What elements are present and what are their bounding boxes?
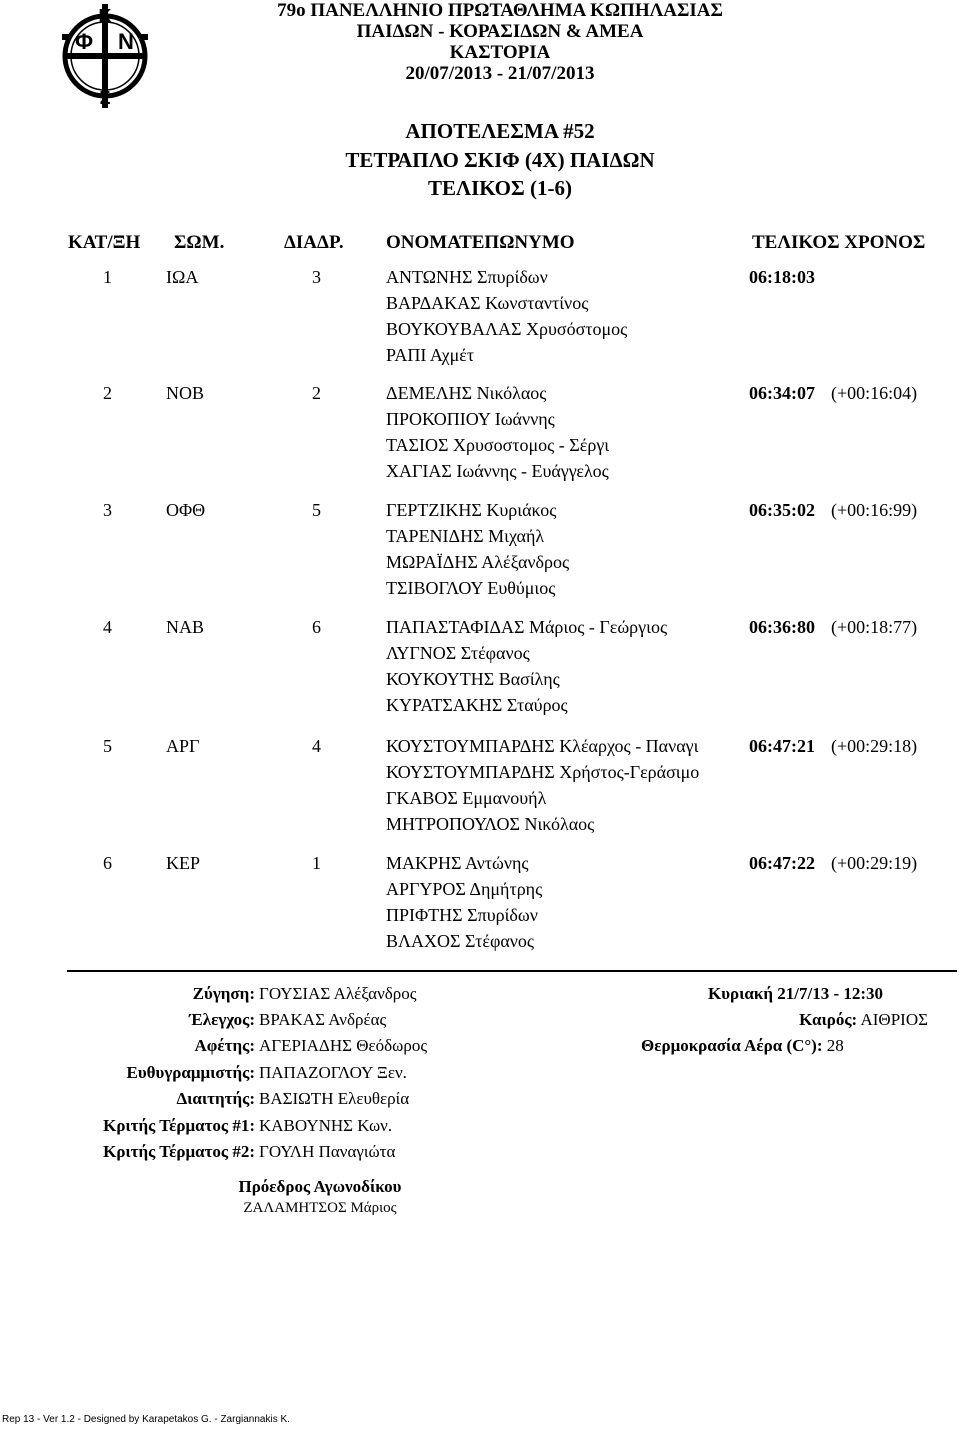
crew-names <box>386 733 726 837</box>
final-time: 06:35:02 <box>749 500 815 520</box>
temperature-label: Θερμοκρασία Αέρα (C°): <box>641 1036 823 1055</box>
crew-member: ΠΡΙΦΤΗΣ Σπυρίδων <box>386 905 538 925</box>
club-cell: ΟΦΘ <box>166 500 206 520</box>
final-time: 06:47:21 <box>749 736 815 756</box>
rank-cell: 5 <box>103 736 112 756</box>
table-row <box>0 614 960 730</box>
crew-member: ΑΝΤΩΝΗΣ Σπυρίδων <box>386 267 548 287</box>
club-cell: ΑΡΓ <box>166 736 200 756</box>
lane-cell: 4 <box>312 736 321 756</box>
lane-cell: 3 <box>312 267 321 287</box>
crew-names <box>386 614 667 718</box>
crew-member: ΔΕΜΕΛΗΣ Νικόλαος <box>386 383 547 403</box>
logo-letter-bottom: Σ <box>99 88 111 108</box>
crew-member: ΧΑΓΙΑΣ Ιωάννης - Ευάγγελος <box>386 461 609 481</box>
event-title: 79ο ΠΑΝΕΛΛΗΝΙΟ ΠΡΩΤΑΘΛΗΜΑ ΚΩΠΗΛΑΣΙΑΣ <box>277 0 723 21</box>
crew-member: ΒΟΥΚΟΥΒΑΛΑΣ Χρυσόστομος <box>386 319 628 339</box>
crew-member: ΒΑΡΔΑΚΑΣ Κωνσταντίνος <box>386 293 589 313</box>
official-name: ΚΑΒΟΥΝΗΣ Κων. <box>259 1116 393 1135</box>
rank-cell: 1 <box>103 267 112 287</box>
club-cell: ΚΕΡ <box>166 853 201 873</box>
club-cell: ΝΑΒ <box>166 617 205 637</box>
crew-member: ΓΕΡΤΖΙΚΗΣ Κυριάκος <box>386 500 557 520</box>
rank-cell: 4 <box>103 617 112 637</box>
final-time: 06:47:22 <box>749 853 815 873</box>
federation-logo <box>62 4 148 108</box>
section-divider <box>67 970 957 972</box>
race-phase: ΤΕΛΙΚΟΣ (1-6) <box>428 176 572 200</box>
rank-cell: 6 <box>103 853 112 873</box>
lane-cell: 1 <box>312 853 321 873</box>
crew-member: ΑΡΓΥΡΟΣ Δημήτρης <box>386 879 543 899</box>
crew-member: ΤΣΙΒΟΓΛΟΥ Ευθύμιος <box>386 578 556 598</box>
crew-member: ΚΟΥΣΤΟΥΜΠΑΡΔΗΣ Κλέαρχος - Παναγι <box>386 736 699 756</box>
crew-member: ΜΑΚΡΗΣ Αντώνης <box>386 853 529 873</box>
time-diff: (+00:29:19) <box>831 853 918 873</box>
temperature-value: 28 <box>826 1036 844 1055</box>
weather <box>799 1010 928 1030</box>
col-header-names: ΟΝΟΜΑΤΕΠΩΝΥΜΟ <box>386 232 575 253</box>
race-name: ΤΕΤΡΑΠΛΟ ΣΚΙΦ (4Χ) ΠΑΙΔΩΝ <box>345 148 655 172</box>
president-label: Πρόεδρος Αγωνοδίκου <box>238 1177 402 1196</box>
lane-cell: 6 <box>312 617 321 637</box>
crew-member: ΛΥΓΝΟΣ Στέφανος <box>386 643 530 663</box>
table-row <box>0 850 960 966</box>
official-label: Έλεγχος: <box>189 1010 255 1029</box>
col-header-rank: ΚΑΤ/ΞΗ <box>68 232 141 253</box>
final-time: 06:34:07 <box>749 383 815 403</box>
crew-member: ΠΑΠΑΣΤΑΦΙΔΑΣ Μάριος - Γεώργιος <box>386 617 668 637</box>
crew-names <box>386 264 627 368</box>
president-name: ΖΑΛΑΜΗΤΣΟΣ Μάριος <box>243 1200 397 1216</box>
official-label: Διαιτητής: <box>176 1089 255 1108</box>
col-header-club: ΣΩΜ. <box>174 232 225 253</box>
crew-member: ΜΗΤΡΟΠΟΥΛΟΣ Νικόλαος <box>386 814 595 834</box>
official-name: ΓΟΥΛΗ Παναγιώτα <box>259 1142 396 1161</box>
result-number: ΑΠΟΤΕΛΕΣΜΑ #52 <box>405 119 595 143</box>
col-header-lane: ΔΙΑΔΡ. <box>284 232 344 253</box>
lane-cell: 5 <box>312 500 321 520</box>
crew-names <box>386 497 569 601</box>
crew-member: ΡΑΠΙ Αχμέτ <box>386 345 475 365</box>
crew-member: ΤΑΣΙΟΣ Χρυσοστομος - Σέργι <box>386 435 610 455</box>
time-diff: (+00:16:04) <box>831 383 918 403</box>
rank-cell: 2 <box>103 383 112 403</box>
official-name: ΓΟΥΣΙΑΣ Αλέξανδρος <box>259 984 417 1003</box>
logo-letter-left: Φ <box>74 29 94 54</box>
club-cell: ΝΟΒ <box>166 383 205 403</box>
race-datetime: Κυριακή 21/7/13 - 12:30 <box>708 984 884 1003</box>
official-label: Κριτής Τέρματος #1: <box>103 1116 255 1135</box>
crew-member: ΓΚΑΒΟΣ Εμμανουήλ <box>386 788 547 808</box>
col-header-time: ΤΕΛΙΚΟΣ ΧΡΟΝΟΣ <box>752 232 926 253</box>
crew-member: ΚΟΥΚΟΥΤΗΣ Βασίλης <box>386 669 560 689</box>
event-dates: 20/07/2013 - 21/07/2013 <box>405 63 595 84</box>
crew-names <box>386 380 609 484</box>
table-row <box>0 733 960 849</box>
weather-value: ΑΙΘΡΙΟΣ <box>860 1010 928 1029</box>
official-name: ΒΡΑΚΑΣ Ανδρέας <box>259 1010 387 1029</box>
crew-names <box>386 850 542 954</box>
time-diff: (+00:29:18) <box>831 736 918 756</box>
weather-label: Καιρός: <box>799 1010 858 1029</box>
official-label: Ζύγηση: <box>192 984 255 1003</box>
official-label: Αφέτης: <box>194 1036 255 1055</box>
crew-member: ΠΡΟΚΟΠΙΟΥ Ιωάννης <box>386 409 555 429</box>
club-cell: ΙΩΑ <box>166 267 199 287</box>
final-time: 06:18:03 <box>749 267 815 287</box>
footer-credits: Rep 13 - Ver 1.2 - Designed by Karapetakos G. - Zargiannakis K. <box>2 1414 290 1425</box>
crew-member: ΒΛΑΧΟΣ Στέφανος <box>386 931 535 951</box>
crew-member: ΜΩΡΑΪΔΗΣ Αλέξανδρος <box>386 552 570 572</box>
logo-letter-right: Ν <box>118 29 134 54</box>
time-diff: (+00:16:99) <box>831 500 918 520</box>
official-name: ΠΑΠΑΖΟΓΛΟΥ Ξεν. <box>259 1063 407 1082</box>
table-row <box>0 497 960 613</box>
official-label: Ευθυγραμμιστής: <box>126 1063 255 1082</box>
temperature <box>641 1036 844 1056</box>
time-diff: (+00:18:77) <box>831 617 918 637</box>
crew-member: ΤΑΡΕΝΙΔΗΣ Μιχαήλ <box>386 526 545 546</box>
official-name: ΑΓΕΡΙΑΔΗΣ Θεόδωρος <box>259 1036 428 1055</box>
lane-cell: 2 <box>312 383 321 403</box>
rank-cell: 3 <box>103 500 112 520</box>
logo-letter-top: Κ <box>98 6 112 26</box>
table-row <box>0 264 960 380</box>
table-row <box>0 380 960 496</box>
official-label: Κριτής Τέρματος #2: <box>103 1142 255 1161</box>
event-location: ΚΑΣΤΟΡΙΑ <box>449 42 551 63</box>
event-category: ΠΑΙΔΩΝ - ΚΟΡΑΣΙΔΩΝ & ΑΜΕΑ <box>356 21 644 42</box>
official-name: ΒΑΣΙΩΤΗ Ελευθερία <box>259 1089 410 1108</box>
crew-member: ΚΟΥΣΤΟΥΜΠΑΡΔΗΣ Χρήστος-Γεράσιμο <box>386 762 700 782</box>
final-time: 06:36:80 <box>749 617 815 637</box>
crew-member: ΚΥΡΑΤΣΑΚΗΣ Σταύρος <box>386 695 568 715</box>
